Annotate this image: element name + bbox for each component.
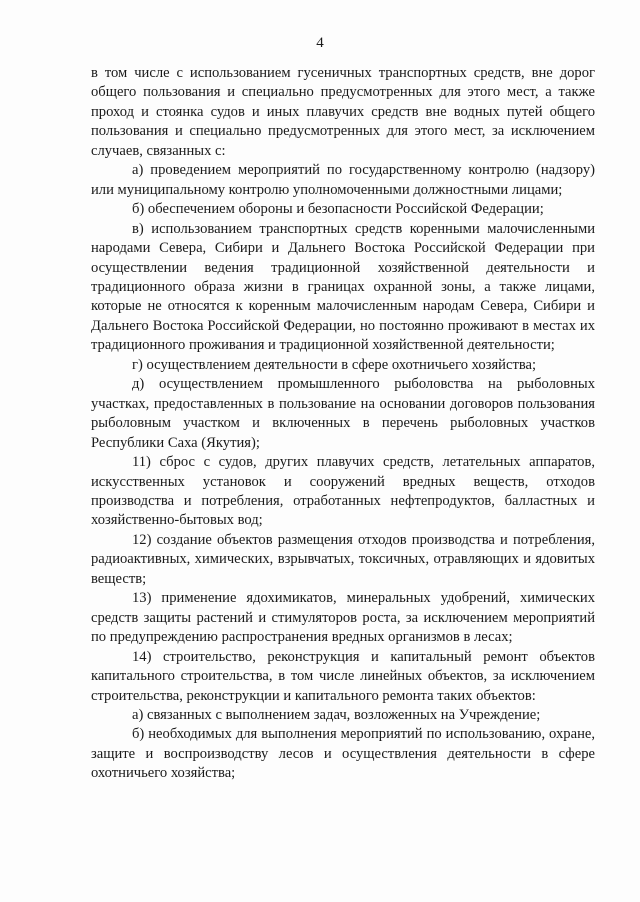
paragraph-subitem-a-tasks: а) связанных с выполнением задач, возложенных на Учреждение; [132,706,541,723]
paragraph-item-14-construction: 14) строительство, реконструкция и капитальный ремонт объектов капитального строительства, в том числе линейных объектов, за исключением строительства, реконструкции и капитального ремонта таких объектов: [91,648,595,704]
paragraph-item-d-fishing: д) осуществлением промышленного рыболовства на рыболовных участках, предоставленных в пользование на основании договоров пользования рыболовным участком и включенных в перечень рыболовных участков Республики Саха (Якутия); [91,376,595,451]
paragraph-item-a-control: а) проведением мероприятий по государственному контролю (надзору) или муниципальному контролю уполномоченными должностными лицами; [91,162,595,198]
paragraph-item-12-waste-sites: 12) создание объектов размещения отходов производства и потребления, радиоактивных, химических, взрывчатых, токсичных, отравляющих и ядовитых веществ; [91,531,595,587]
paragraph-item-v-indigenous-transport: в) использованием транспортных средств коренными малочисленными народами Севера, Сибири и Дальнего Востока Российской Федерации при осуществлении ведения традиционной хозяйственной деятельности и традиционного образа жизни в границах охранной зоны, а также лицами, которые не относятся к коренным малочисленным народам Севера, Сибири и Дальнего Востока Российской Федерации, но постоянно проживают в местах их традиционного проживания и традиционной хозяйственной деятельности; [91,220,595,354]
paragraph-continuation: в том числе с использованием гусеничных транспортных средств, вне дорог общего пользования и специально предусмотренных для этого мест, а также проход и стоянка судов и иных плавучих средств вне водных путей общего пользования и специально предусмотренных для этого мест, за исключением случаев, связанных с: [91,65,595,159]
paragraph-item-13-chemicals: 13) применение ядохимикатов, минеральных удобрений, химических средств защиты растений и стимуляторов роста, за исключением мероприятий по предупреждению распространения вредных организмов в лесах; [91,590,595,646]
document-body [91,64,595,784]
page-number: 4 [316,35,324,51]
paragraph-item-b-defense: б) обеспечением обороны и безопасности Российской Федерации; [132,201,544,218]
paragraph-item-g-hunting: г) осуществлением деятельности в сфере охотничьего хозяйства; [132,356,537,373]
paragraph-item-11-discharge: 11) сброс с судов, других плавучих средств, летательных аппаратов, искусственных установок и сооружений вредных веществ, отходов производства и потребления, отработанных нефтепродуктов, балластных и хозяйственно-бытовых вод; [91,454,595,529]
paragraph-subitem-b-forestry: б) необходимых для выполнения мероприятий по использованию, охране, защите и воспроизводству лесов и осуществления деятельности в сфере охотничьего хозяйства; [91,726,595,782]
